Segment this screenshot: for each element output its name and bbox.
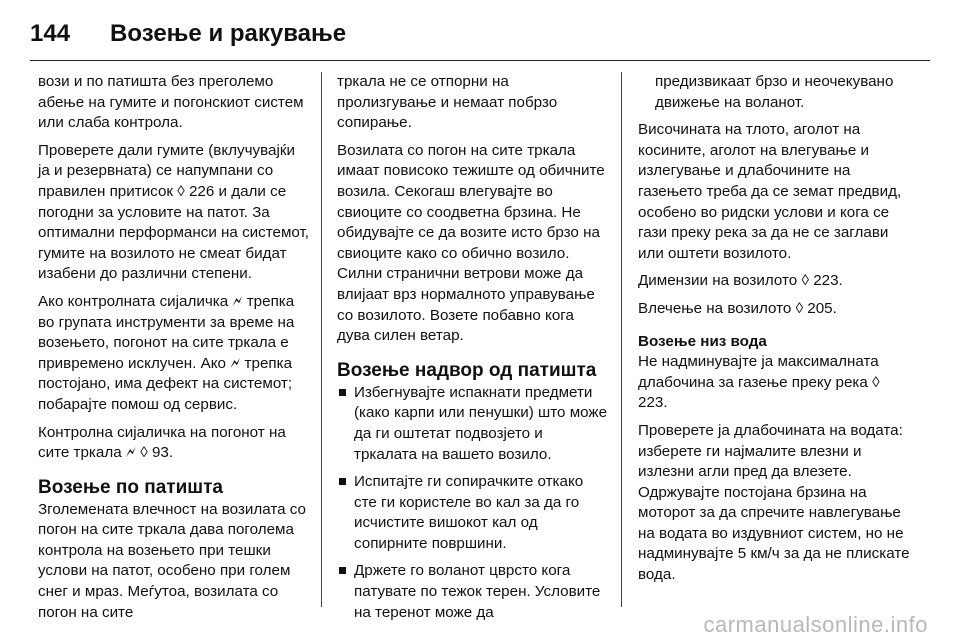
section-heading: Возење надвор од патишта [337,359,597,381]
column-2 [337,72,609,630]
paragraph: Височината на тлото, аголот на косините, аголот на влегување и излегување и длабочините на газењето треба да се земат предвид, особено во ридски услови и кога се гази преку река за да не се заглави или оштети возилото. [638,121,902,262]
paragraph: Влечење на возилото ◊ 205. [638,299,837,317]
page-number: 144 [30,20,71,47]
paragraph: Ако контролната сијаличка 🗲 трепка во групата инструменти за време на возењето, погонот на сите тркала е привремено исклучен. Ако 🗲 трепка постојано, има дефект на системот; побарајте помош од сервис. [38,292,295,413]
paragraph: тркала не се отпорни на пролизгување и немаат побрзо сопирање. [337,73,558,132]
page-title: Возење и ракување [110,20,347,47]
paragraph: Не надминувајте ја максималната длабочина за газење преку река ◊ 223. [638,353,880,412]
header-divider [30,60,930,61]
watermark: carmanualsonline.info [703,612,928,637]
paragraph: вози и по патишта без преголемо абење на гумите и погонскиот систем или слаба контрола. [38,73,304,132]
paragraph: Зголемената влечност на возилата со погон на сите тркала дава поголема контрола на возењето при тешки услови на патот, особено при голем снег и мраз. Меѓутоа, возилата со погон на сите [38,500,306,621]
paragraph: Возилата со погон на сите тркала имаат повисоко тежиште од обичните возила. Секогаш влегувајте во свиоците со соодветна брзина. Не обидувајте се да возите исто брзо на свиоците како со обично возило. Силни странични ветрови може да влијаат врз нормалното управување со возилото. Возете побавно кога дува силен ветар. [337,141,605,345]
paragraph: Проверете дали гумите (вклучувајќи ја и резервната) се напумпани со правилен притисок ◊ 226 и дали се погодни за условите на патот. За оптимални перформанси на системот, гумите на возилото не смеат бидат изабени до различни степени. [38,141,310,283]
list-item: Држете го воланот цврсто кога патувате по тежок терен. Условите на теренот може да [337,561,609,623]
list-item: Избегнувајте испакнати предмети (како карпи или пенушки) што може да ги оштетат подвозјето и тркалата на вашето возило. [337,383,609,465]
section-heading: Возење по патишта [38,476,223,498]
list-item: Испитајте ги сопирачките откако сте ги користеле во кал за да го исчистите вишокот кал од сопирните површини. [337,472,609,554]
page-header [30,14,346,54]
column-1 [38,72,310,630]
paragraph: Проверете ја длабочината на водата: изберете ги најмалите влезни и излезни агли пред да влезете. Одржувајте постојана брзина на моторот за да спречите навлегување на водата во издувниот систем, но не надминувајте 5 км/ч за да не плискате вода. [638,421,910,584]
paragraph: Контролна сијаличка на погонот на сите тркала 🗲 ◊ 93. [38,423,286,462]
paragraph: Димензии на возилото ◊ 223. [638,272,843,290]
column-divider [621,72,622,607]
column-3 [638,72,910,593]
paragraph: предизвикаат брзо и неочекувано движење на воланот. [655,73,894,111]
section-heading: Возење низ вода [638,332,767,350]
column-divider [321,72,322,607]
bullet-list [337,383,609,624]
